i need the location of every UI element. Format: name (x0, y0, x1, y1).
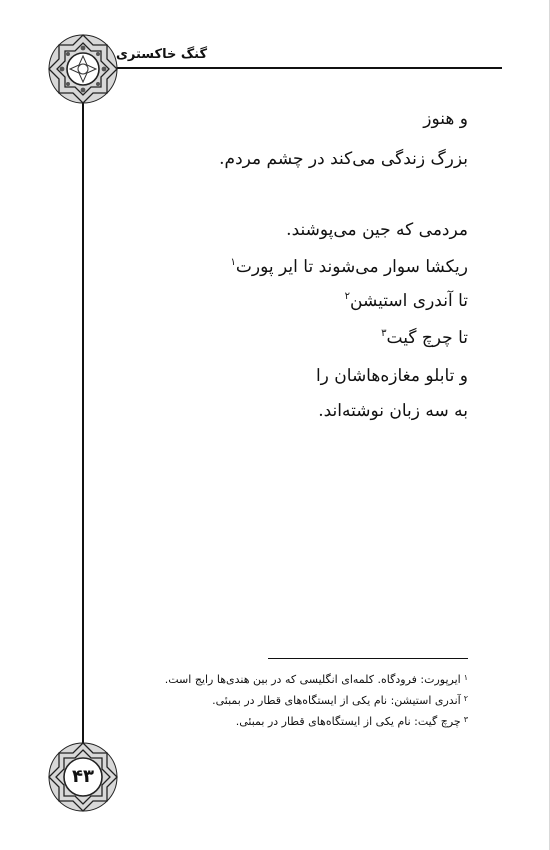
poem-line-8 (128, 401, 468, 421)
poem-line-2 (128, 149, 468, 169)
poem-line-text: به سه زبان نوشته‌اند. (318, 401, 468, 421)
poem-line-3 (128, 220, 468, 240)
footnote-text: چرچ گیت: نام یکی از ایستگاه‌های قطار در بمبئی. (235, 715, 461, 728)
poem-line-text: تا چرچ گیت (386, 328, 468, 348)
poem-line-1 (128, 109, 468, 129)
footnote-text: آندری استیشن: نام یکی از ایستگاه‌های قطار در بمبئی. (212, 694, 461, 707)
footnote-marker: ۲ (344, 291, 351, 302)
top-ornament-icon (46, 32, 120, 106)
poem-line-text: بزرگ زندگی می‌کند در چشم مردم. (219, 149, 468, 169)
footnote-1 (108, 672, 468, 688)
footnote-marker: ۳ (381, 328, 387, 339)
poem-line-text: و هنوز (423, 109, 468, 129)
footnote-3 (108, 714, 468, 730)
poem-line-text: مردمی که جین می‌پوشند. (286, 220, 468, 240)
vertical-margin-rule (82, 70, 84, 770)
poem-line-text: تا آندری استیشن (350, 291, 468, 311)
footnote-2 (108, 693, 468, 709)
header-rule (112, 67, 502, 69)
footnote-number: ۳ (463, 715, 468, 724)
poem-line-6 (128, 328, 468, 348)
footnote-marker: ۱ (230, 257, 236, 268)
footnote-separator (268, 658, 468, 659)
poem-line-text: ریکشا سوار می‌شوند تا ایر پورت (235, 257, 468, 277)
page-number: ۴۳ (72, 766, 94, 787)
footnote-text: ایرپورت: فرودگاه. کلمه‌ای انگلیسی که در بین هندی‌ها رایج است. (164, 673, 461, 686)
poem-line-5 (128, 291, 468, 311)
poem-line-text: و تابلو مغازه‌هاشان را (315, 366, 468, 386)
header-book-title: گنگ خاکستری (116, 47, 208, 62)
footnote-number: ۲ (463, 694, 468, 703)
footnote-number: ۱ (463, 673, 468, 682)
poem-line-4 (128, 257, 468, 277)
poem-line-7 (128, 366, 468, 386)
